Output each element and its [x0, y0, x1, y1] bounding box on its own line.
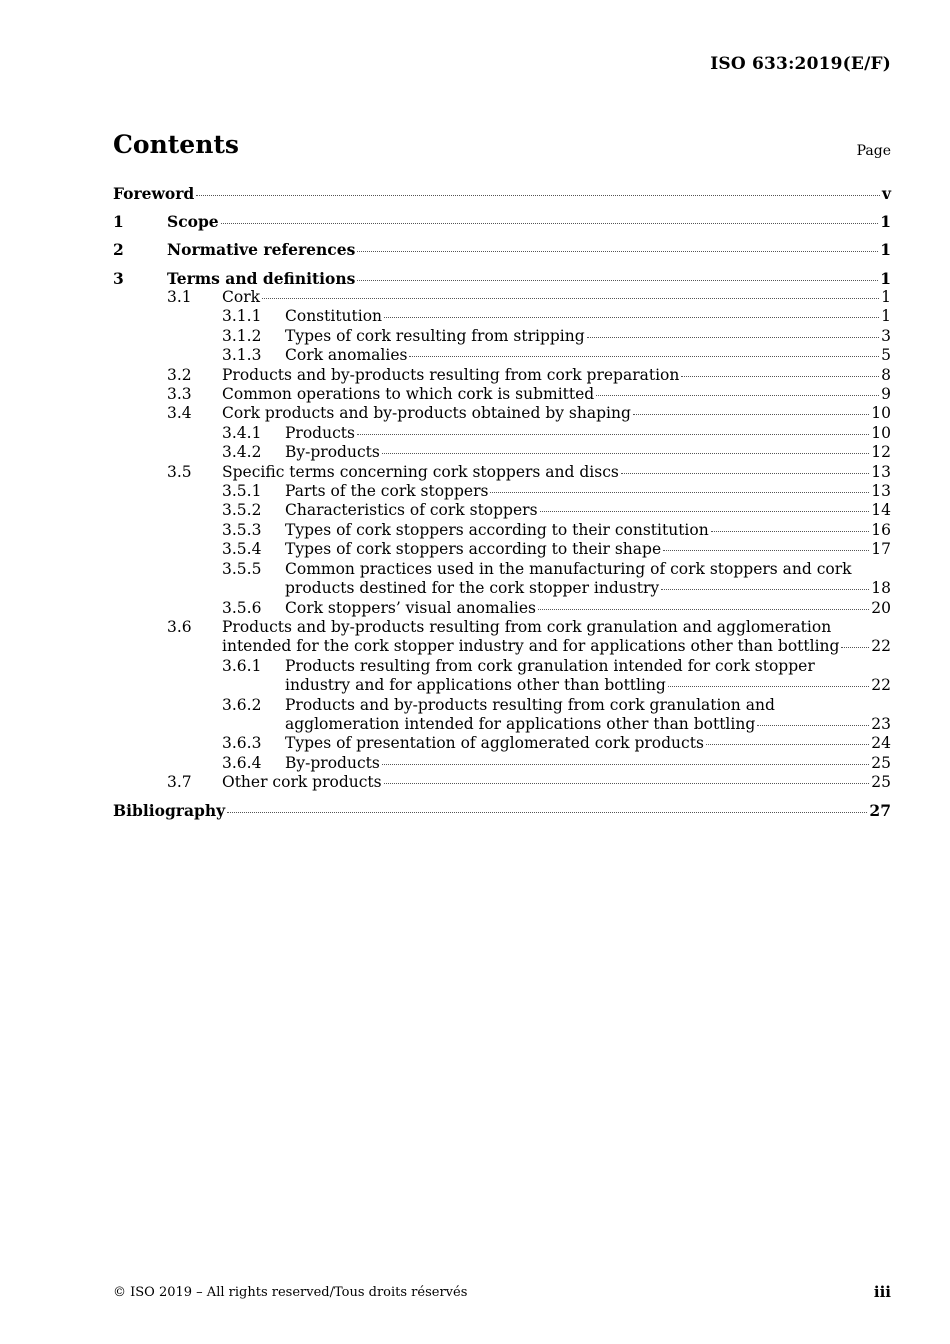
toc-title-line2: intended for the cork stopper industry and for applications other than bottling: [222, 637, 840, 656]
toc-title-line2: industry and for applications other than bottling: [285, 676, 666, 695]
dot-leader: [621, 473, 869, 474]
toc-page: 14: [871, 501, 891, 520]
toc-title-line1: Products and by-products resulting from cork granulation and: [285, 695, 775, 714]
toc-entry-bibliography[interactable]: [113, 801, 891, 820]
toc-entry-3-4-2[interactable]: [113, 443, 891, 462]
toc-title: Normative references: [167, 240, 356, 260]
toc-number: 3.4.1: [222, 423, 262, 442]
document-id: ISO 633:2019(E/F): [710, 54, 891, 74]
toc-number: 3.6.4: [222, 753, 262, 772]
toc-entry-3-1-2[interactable]: [113, 327, 891, 346]
toc-entry-3-2[interactable]: [113, 366, 891, 385]
toc-title: Cork products and by-products obtained by shaping: [222, 404, 631, 423]
toc-number: 3.5.6: [222, 598, 262, 617]
toc-title: Cork: [222, 288, 260, 307]
toc-title: Types of cork stoppers according to their shape: [285, 540, 662, 559]
toc-page: 12: [871, 443, 891, 462]
dot-leader: [596, 395, 879, 396]
toc-title-line1: Products and by-products resulting from cork granulation and agglomeration: [222, 617, 832, 636]
toc-entry-3-5-1[interactable]: [113, 482, 891, 501]
toc-entry-3-6-1[interactable]: [113, 657, 891, 696]
toc-title: Types of presentation of agglomerated cork products: [285, 734, 704, 753]
dot-leader: [382, 764, 869, 765]
toc-title: Scope: [167, 212, 219, 232]
toc-entry-3-4[interactable]: [113, 404, 891, 423]
toc-entry-3-1-1[interactable]: [113, 307, 891, 326]
toc-entry-3-5-4[interactable]: [113, 540, 891, 559]
footer-copyright: © ISO 2019 – All rights reserved/Tous droits réservés: [113, 1285, 468, 1300]
dot-leader: [262, 298, 879, 299]
footer-page-number: iii: [873, 1283, 891, 1301]
toc-number: 3.4: [167, 404, 192, 423]
toc-number: 3.6.1: [222, 656, 262, 675]
toc-entry-3-5-2[interactable]: [113, 501, 891, 520]
toc-page: 1: [880, 212, 891, 232]
toc-title: By-products: [285, 443, 380, 462]
toc-page: 1: [881, 307, 891, 326]
dot-leader: [357, 251, 878, 252]
contents-title: Contents: [113, 130, 240, 159]
toc-title-line1: Common practices used in the manufacturing of cork stoppers and cork: [285, 559, 852, 578]
toc-entry-normative-references[interactable]: [113, 240, 891, 259]
toc-entry-3-6[interactable]: [113, 618, 891, 657]
toc-page: 1: [880, 240, 891, 260]
dot-leader: [661, 589, 869, 590]
toc-entry-3-7[interactable]: [113, 773, 891, 792]
toc-page: 18: [871, 579, 891, 598]
dot-leader: [587, 337, 879, 338]
page-column-label: Page: [856, 143, 891, 159]
dot-leader: [663, 550, 869, 551]
toc-number: 3.1.3: [222, 346, 262, 365]
dot-leader: [196, 195, 880, 196]
toc-page: 17: [871, 540, 891, 559]
toc-title-line2: products destined for the cork stopper industry: [285, 579, 660, 598]
toc-number: 3.6: [167, 617, 192, 636]
toc-title-line1: Products resulting from cork granulation intended for cork stopper: [285, 656, 815, 675]
toc-entry-3-3[interactable]: [113, 385, 891, 404]
dot-leader: [540, 511, 870, 512]
toc-page: 1: [880, 268, 891, 288]
toc-entry-3-1[interactable]: [113, 288, 891, 307]
toc-entry-3-5-3[interactable]: [113, 521, 891, 540]
dot-leader: [538, 609, 869, 610]
dot-leader: [221, 223, 879, 224]
dot-leader: [841, 647, 869, 648]
toc-number: 3.6.2: [222, 695, 262, 714]
toc-number: 3.7: [167, 773, 192, 792]
table-of-contents: [113, 184, 891, 821]
toc-title: Specific terms concerning cork stoppers and discs: [222, 462, 619, 481]
dot-leader: [357, 280, 878, 281]
toc-entry-3-5-5[interactable]: [113, 560, 891, 599]
toc-page: 22: [871, 676, 891, 695]
toc-title: Products: [285, 423, 355, 442]
toc-title: Characteristics of cork stoppers: [285, 501, 538, 520]
toc-title: Parts of the cork stoppers: [285, 482, 489, 501]
dot-leader: [227, 812, 867, 813]
toc-page: 24: [871, 734, 891, 753]
toc-title: Other cork products: [222, 773, 382, 792]
toc-number: 3: [113, 268, 124, 288]
dot-leader: [409, 356, 879, 357]
toc-number: 3.1: [167, 288, 192, 307]
toc-page: 16: [871, 520, 891, 539]
dot-leader: [382, 453, 869, 454]
dot-leader: [633, 414, 869, 415]
toc-entry-3-6-4[interactable]: [113, 754, 891, 773]
toc-number: 1: [113, 212, 124, 232]
toc-page: 13: [871, 462, 891, 481]
dot-leader: [757, 725, 869, 726]
toc-number: 3.5: [167, 462, 192, 481]
toc-entry-3-6-3[interactable]: [113, 734, 891, 753]
toc-page: v: [881, 184, 891, 203]
toc-title: Constitution: [285, 307, 383, 326]
toc-entry-3-1-3[interactable]: [113, 346, 891, 365]
toc-entry-3-6-2[interactable]: [113, 696, 891, 735]
dot-leader: [706, 744, 869, 745]
toc-number: 3.4.2: [222, 443, 262, 462]
toc-entry-3-4-1[interactable]: [113, 424, 891, 443]
toc-title: Types of cork stoppers according to their constitution: [285, 520, 709, 539]
toc-title: By-products: [285, 753, 380, 772]
toc-page: 27: [869, 801, 891, 821]
toc-page: 8: [881, 365, 891, 384]
toc-entry-scope[interactable]: [113, 212, 891, 231]
toc-number: 3.5.4: [222, 540, 262, 559]
dot-leader: [668, 686, 869, 687]
toc-entry-3-5[interactable]: [113, 463, 891, 482]
toc-title: Types of cork resulting from stripping: [285, 326, 585, 345]
toc-title: Products and by-products resulting from cork preparation: [222, 365, 680, 384]
toc-page: 20: [871, 598, 891, 617]
toc-number: 3.5.3: [222, 520, 262, 539]
toc-entry-foreword[interactable]: [113, 184, 891, 203]
toc-title: Cork anomalies: [285, 346, 408, 365]
toc-title-line2: agglomeration intended for applications other than bottling: [285, 714, 756, 733]
toc-page: 5: [881, 346, 891, 365]
toc-page: 10: [871, 423, 891, 442]
toc-page: 22: [871, 637, 891, 656]
dot-leader: [357, 434, 869, 435]
toc-page: 3: [881, 326, 891, 345]
toc-number: 3.6.3: [222, 734, 262, 753]
toc-page: 25: [871, 773, 891, 792]
toc-title: Foreword: [113, 184, 195, 203]
toc-number: 3.2: [167, 365, 192, 384]
toc-page: 23: [871, 714, 891, 733]
toc-title: Common operations to which cork is submitted: [222, 385, 595, 404]
toc-page: 10: [871, 404, 891, 423]
toc-number: 3.1.2: [222, 326, 262, 345]
toc-number: 3.5.1: [222, 482, 262, 501]
dot-leader: [711, 531, 870, 532]
toc-number: 3.5.5: [222, 559, 262, 578]
dot-leader: [384, 317, 879, 318]
dot-leader: [384, 783, 870, 784]
dot-leader: [490, 492, 869, 493]
toc-number: 2: [113, 240, 124, 260]
toc-page: 13: [871, 482, 891, 501]
toc-number: 3.3: [167, 385, 192, 404]
toc-page: 25: [871, 753, 891, 772]
toc-page: 1: [881, 288, 891, 307]
toc-title: Terms and definitions: [167, 268, 356, 288]
toc-entry-terms-and-definitions[interactable]: [113, 269, 891, 288]
toc-page: 9: [881, 385, 891, 404]
toc-number: 3.1.1: [222, 307, 262, 326]
toc-title: Cork stoppers’ visual anomalies: [285, 598, 536, 617]
toc-number: 3.5.2: [222, 501, 262, 520]
dot-leader: [681, 376, 879, 377]
toc-entry-3-5-6[interactable]: [113, 599, 891, 618]
toc-title: Bibliography: [113, 801, 226, 821]
